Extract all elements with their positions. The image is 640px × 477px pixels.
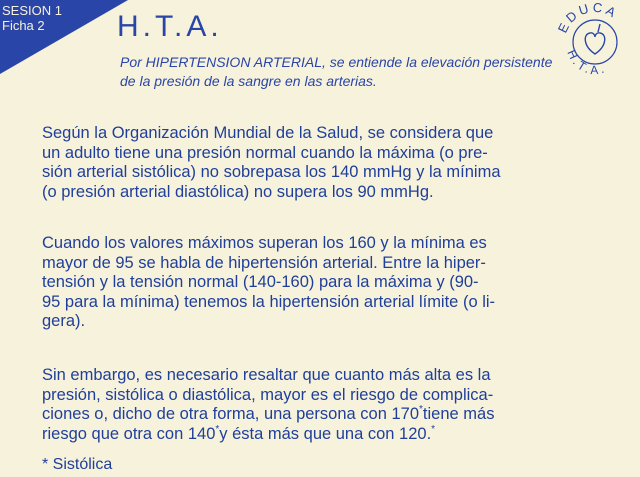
svg-text:EDUCA xyxy=(555,2,621,35)
session-label xyxy=(2,3,62,33)
paragraph-hypertension-values xyxy=(42,234,590,332)
subtitle-line-2: de la presión de la sangre en las arterias. xyxy=(120,73,377,89)
svg-text:H.T.A. xyxy=(564,48,608,78)
paragraph-risk xyxy=(42,366,590,444)
p3-line: presión, sistólica o diastólica, mayor es el riesgo de complica- xyxy=(42,385,494,404)
footnote: * Sistólica xyxy=(42,456,113,473)
p2-line: gera). xyxy=(42,312,86,330)
p1-line: Según la Organización Mundial de la Salud, se considera que xyxy=(42,124,494,142)
p3-line: ciones o, dicho de otra forma, una persona con 170*tiene más xyxy=(42,404,495,423)
p2-line: Cuando los valores máximos superan los 160 y la mínima es xyxy=(42,234,487,252)
p1-line: un adulto tiene una presión normal cuando la máxima (o pre- xyxy=(42,143,488,162)
subtitle-line-1: Por HIPERTENSION ARTERIAL, se entiende la elevación persistente xyxy=(120,54,553,70)
educa-hta-logo xyxy=(553,2,637,78)
p3-line: Sin embargo, es necesario resaltar que cuanto más alta es la xyxy=(42,366,491,384)
asterisk-mark: * xyxy=(215,423,220,435)
p1-line: (o presión arterial diastólica) no supera los 90 mmHg. xyxy=(42,182,434,201)
session-number: SESION 1 xyxy=(2,3,62,18)
p2-line: mayor de 95 se habla de hipertensión arterial. Entre la hiper- xyxy=(42,253,486,272)
p3-line: riesgo que otra con 140*y ésta más que una con 120.* xyxy=(42,423,436,443)
p2-line: 95 para la mínima) tenemos la hipertensión arterial límite (o li- xyxy=(42,292,496,311)
definition-subtitle xyxy=(120,53,570,91)
paragraph-who-definition xyxy=(42,124,590,202)
heart-icon xyxy=(585,24,604,54)
logo-top-text: EDUCA xyxy=(554,2,621,36)
asterisk-mark: * xyxy=(419,404,423,415)
asterisk-mark: * xyxy=(431,423,436,435)
p2-line: tensión y la tensión normal (140-160) para la máxima y (90- xyxy=(42,273,479,291)
p1-line: sión arterial sistólica) no sobrepasa los 140 mmHg y la mínima xyxy=(42,163,501,181)
logo-bottom-text: H.T.A. xyxy=(564,47,609,78)
page-title: H.T.A. xyxy=(117,10,223,43)
card-number: Ficha 2 xyxy=(2,18,45,33)
